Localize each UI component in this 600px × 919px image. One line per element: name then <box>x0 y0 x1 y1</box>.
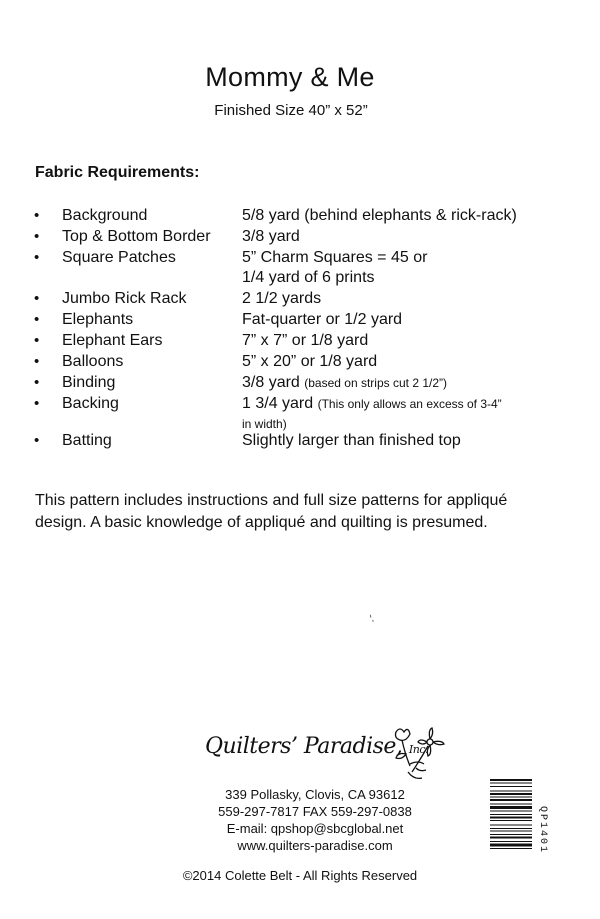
list-item <box>0 373 600 394</box>
publisher-email[interactable]: E-mail: qpshop@sbcglobal.net <box>226 821 404 836</box>
amount-note: (based on strips cut 2 1/2”) <box>304 376 447 390</box>
list-item <box>0 289 600 310</box>
bullet-icon: • <box>34 290 40 307</box>
list-item <box>0 310 600 331</box>
fabric-requirements-list <box>0 206 600 452</box>
fabric-requirements-heading: Fabric Requirements: <box>35 164 200 181</box>
barcode-bar <box>490 820 532 821</box>
fabric-item-amount: 3/8 yard <box>242 228 300 245</box>
bullet-icon: • <box>34 432 40 449</box>
list-item <box>0 248 600 289</box>
list-item <box>0 227 600 248</box>
barcode-bar <box>490 848 532 849</box>
fabric-item-name: Background <box>62 207 148 224</box>
list-item <box>0 352 600 373</box>
barcode-bar <box>490 793 532 795</box>
barcode-bar <box>490 844 532 847</box>
fabric-item-amount <box>242 373 562 393</box>
publisher-address: 339 Pollasky, Clovis, CA 93612 <box>225 787 405 802</box>
barcode-bar <box>490 804 532 805</box>
barcode-number: QP1401 <box>537 805 548 854</box>
fabric-item-amount <box>242 248 562 288</box>
list-item <box>0 331 600 352</box>
fabric-item-amount: 7” x 7” or 1/8 yard <box>242 332 369 349</box>
bullet-icon: • <box>34 311 40 328</box>
logo-inc: Inc. <box>408 743 429 756</box>
fabric-item-name: Elephants <box>62 311 134 328</box>
fabric-item-name: Batting <box>62 432 112 449</box>
list-item <box>0 206 600 227</box>
finished-size: Finished Size 40” x 52” <box>214 102 368 119</box>
barcode-bar <box>490 814 532 815</box>
fabric-item-name: Balloons <box>62 353 124 370</box>
barcode-bar <box>490 841 532 842</box>
fabric-item-amount <box>242 394 562 434</box>
barcode-bar <box>490 791 532 792</box>
scan-speck: ⸵ <box>367 612 377 625</box>
barcode-bar <box>490 811 532 812</box>
barcode-bar <box>490 828 532 829</box>
fabric-item-name: Elephant Ears <box>62 332 163 349</box>
barcode-bar <box>490 825 532 826</box>
barcode <box>490 778 532 882</box>
amount-note: (This only allows an excess of 3-4” <box>317 397 502 411</box>
bullet-icon: • <box>34 249 40 266</box>
list-item <box>0 394 600 431</box>
pattern-title: Mommy & Me <box>205 62 375 92</box>
amount-note: in width) <box>242 417 287 431</box>
bullet-icon: • <box>34 332 40 349</box>
barcode-bar <box>490 786 532 787</box>
barcode-bar <box>490 837 532 839</box>
bullet-icon: • <box>34 353 40 370</box>
amount-line: 3/8 yard <box>242 374 300 391</box>
bullet-icon: • <box>34 395 40 412</box>
fabric-item-name: Binding <box>62 374 116 391</box>
publisher-logo <box>205 724 445 784</box>
amount-line: 1/4 yard of 6 prints <box>242 269 375 286</box>
copyright-notice: ©2014 Colette Belt - All Rights Reserved <box>182 868 418 883</box>
amount-line: 5” Charm Squares = 45 or <box>242 249 428 266</box>
fabric-item-amount: Fat-quarter or 1/2 yard <box>242 311 403 328</box>
bullet-icon: • <box>34 207 40 224</box>
barcode-bar <box>490 834 532 835</box>
bullet-icon: • <box>34 374 40 391</box>
barcode-bar <box>490 783 532 784</box>
fabric-item-name: Top & Bottom Border <box>62 228 211 245</box>
barcode-bar <box>490 797 532 798</box>
barcode-bar <box>490 831 532 832</box>
fabric-item-name: Square Patches <box>62 249 176 266</box>
barcode-bar <box>490 806 532 809</box>
logo-name: Quilters’ Paradise, <box>205 734 403 759</box>
fabric-item-amount: Slightly larger than finished top <box>242 432 461 449</box>
barcode-bar <box>490 817 532 819</box>
fabric-item-name: Backing <box>62 395 119 412</box>
amount-line: 1 3/4 yard <box>242 395 314 412</box>
list-item <box>0 431 600 452</box>
fabric-item-amount: 5” x 20” or 1/8 yard <box>242 353 378 370</box>
publisher-phone: 559-297-7817 FAX 559-297-0838 <box>218 804 412 819</box>
fabric-item-amount: 5/8 yard (behind elephants & rick-rack) <box>242 207 517 224</box>
barcode-bar <box>490 779 532 781</box>
publisher-website[interactable]: www.quilters-paradise.com <box>237 838 393 853</box>
fabric-item-name: Jumbo Rick Rack <box>62 290 187 307</box>
bullet-icon: • <box>34 228 40 245</box>
flower-icon <box>390 724 445 782</box>
pattern-description: This pattern includes instructions and full size patterns for appliqué design. A basic knowledge of appliqué and quilting is presumed. <box>35 492 508 531</box>
barcode-bar <box>490 799 532 801</box>
fabric-item-amount: 2 1/2 yards <box>242 290 322 307</box>
